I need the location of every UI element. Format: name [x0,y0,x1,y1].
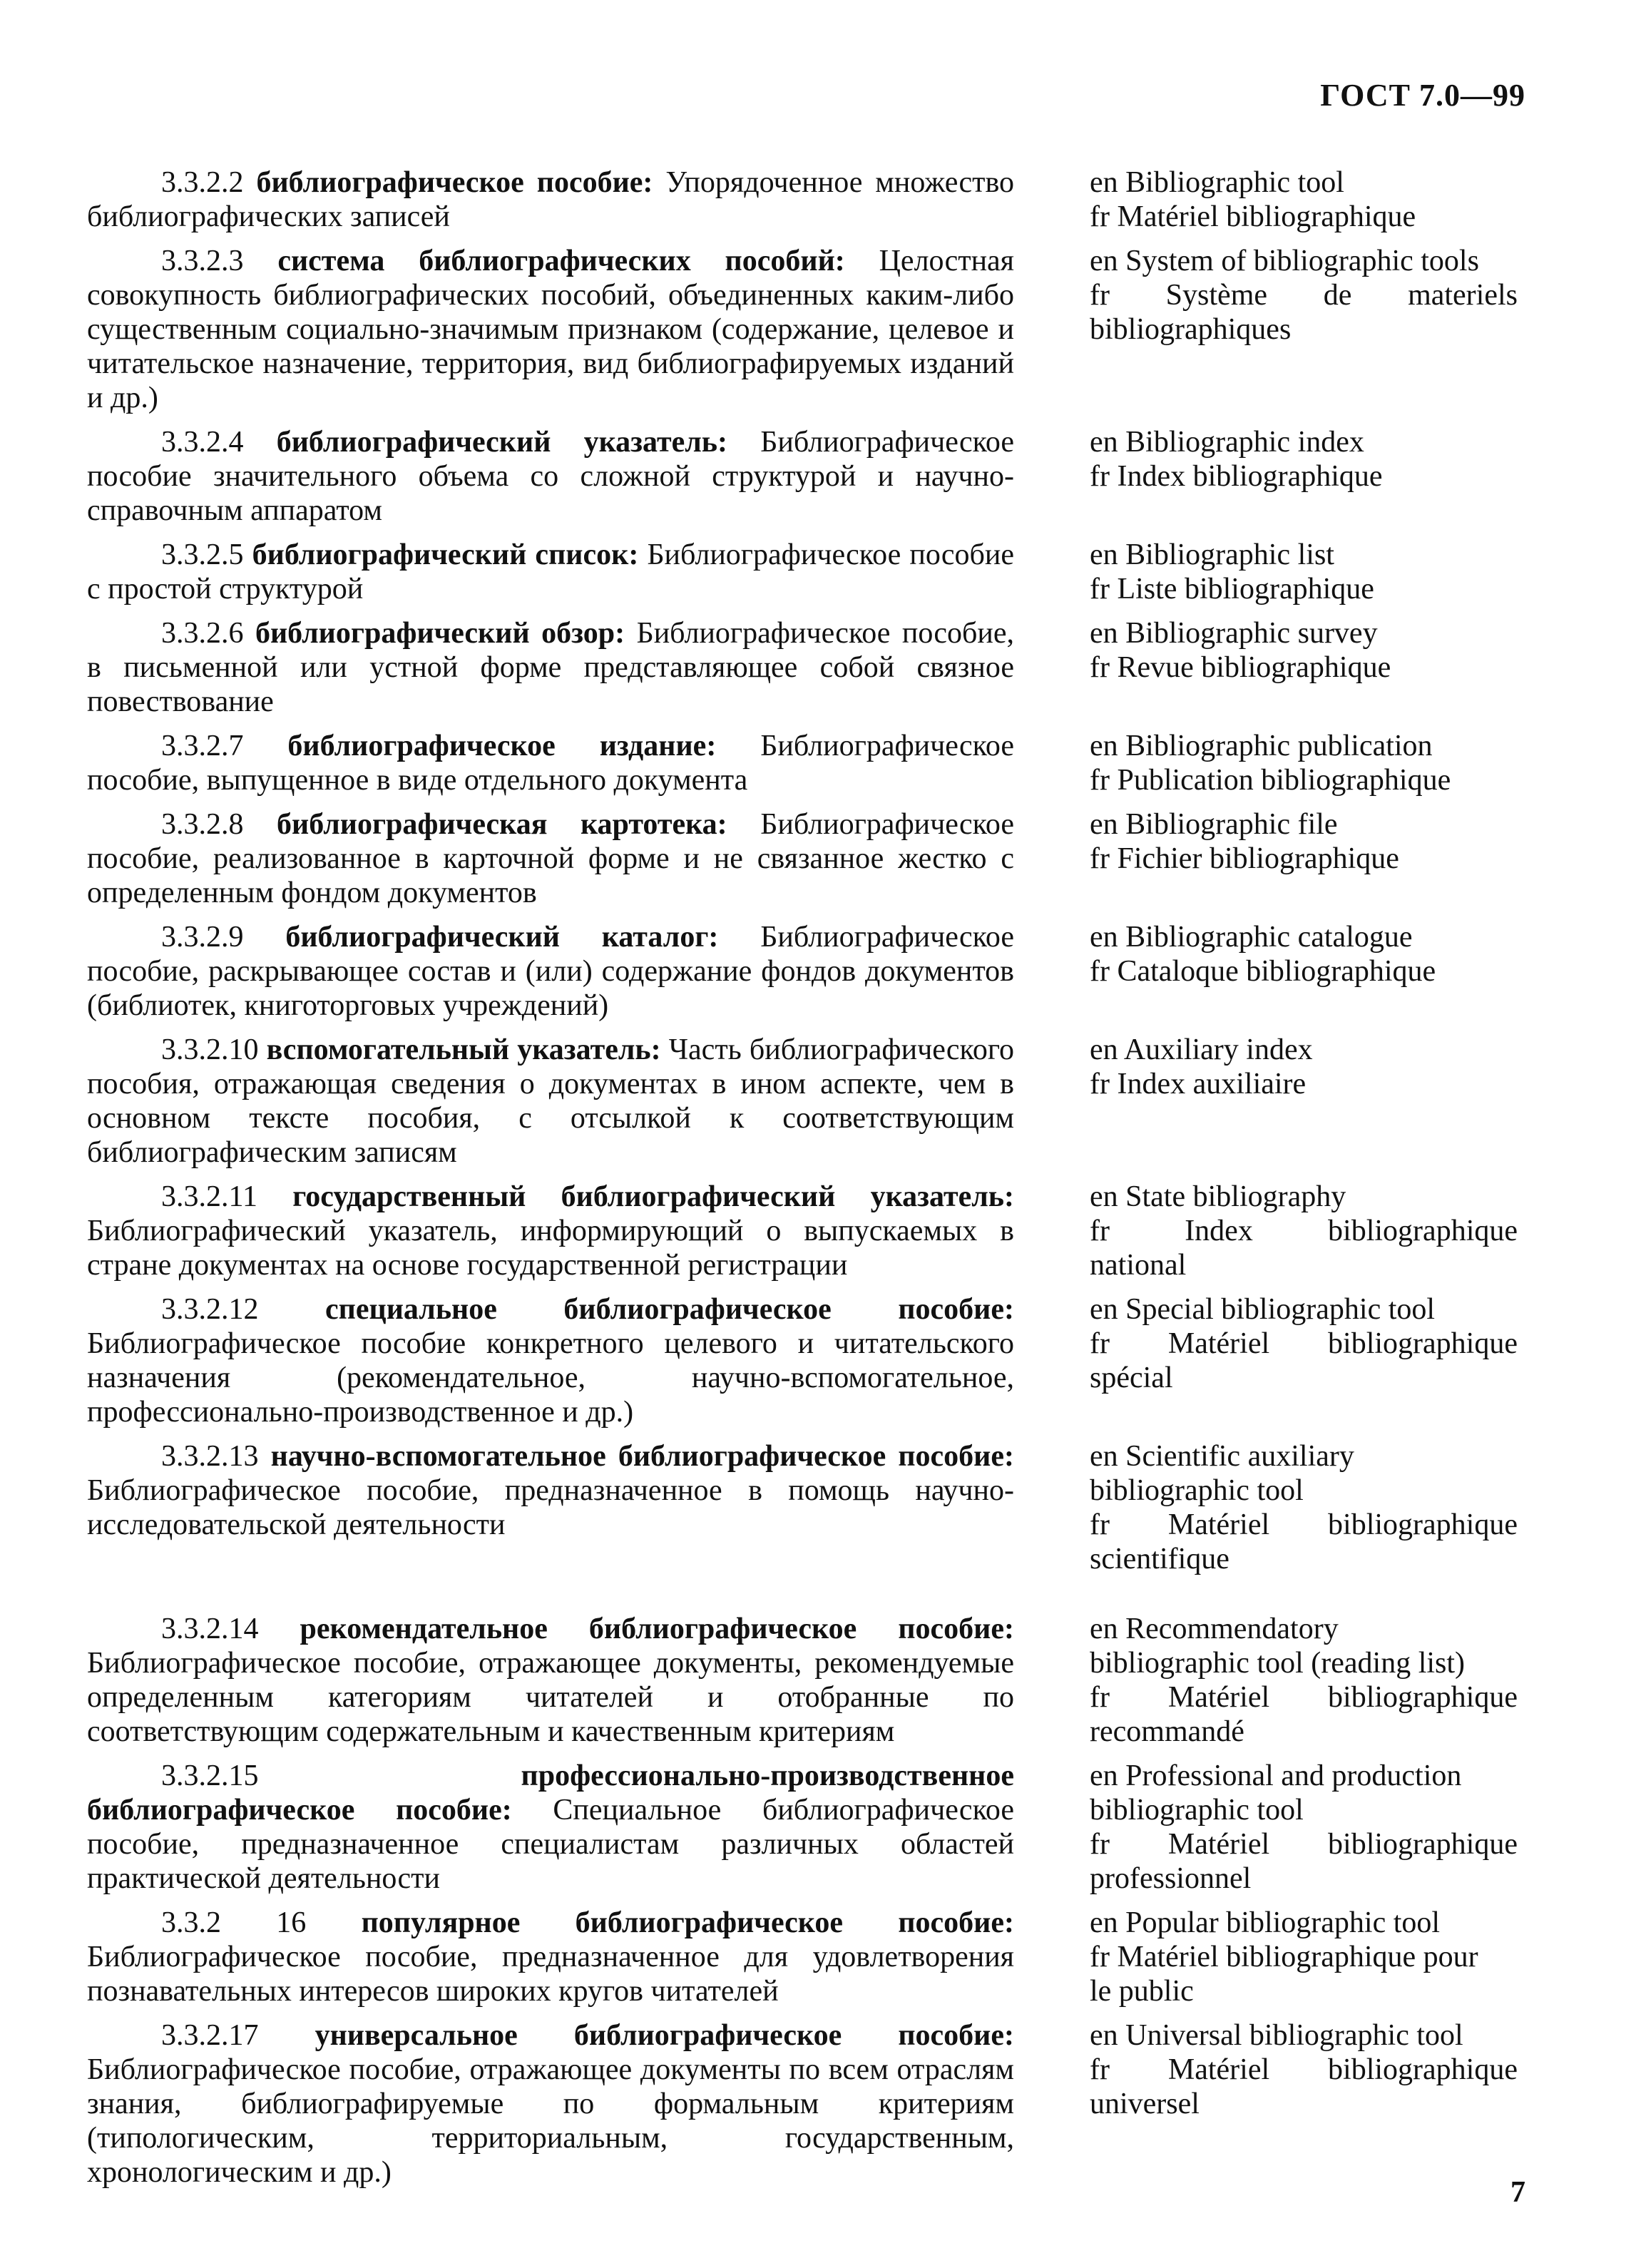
term-entry [0,165,1631,234]
english-equivalent: bibliographic tool (reading list) [1090,1647,1466,1680]
term-name: система библиографических пособий: [277,245,845,277]
term-name: библиографический обзор: [255,617,625,650]
term-number: 3.3.2.5 [161,538,244,571]
foreign-equivalents [1090,2018,1518,2121]
english-equivalent: en Bibliographic publication [1090,730,1433,762]
foreign-equivalents [1090,807,1518,876]
term-entry [0,920,1631,1023]
term-number: 3.3.2.8 [161,808,244,841]
term-text: Библиографический указатель, информирующий о выпускаемых в стране документах на основе государственной регистрации [87,1215,1014,1282]
foreign-equivalents [1090,1759,1518,1896]
french-equivalent: fr Matériel bibliographique [1090,1327,1518,1360]
term-name: библиографическое пособие: [256,166,653,199]
french-equivalent: fr Index bibliographique [1090,460,1383,493]
term-number: 3.3.2.10 [161,1033,259,1066]
term-definition [87,1759,1014,1896]
term-entry [0,2018,1631,2190]
term-name: научно-вспомогательное библиографическое пособие: [270,1440,1014,1473]
term-text: Упорядоченное множество библиографических записей [87,166,1014,233]
foreign-equivalents [1090,538,1518,606]
term-number: 3.3.2.15 [161,1759,259,1792]
french-equivalent: national [1090,1249,1187,1282]
english-equivalent: en System of bibliographic tools [1090,245,1479,277]
french-equivalent: recommandé [1090,1715,1244,1748]
term-text: Библиографическое пособие конкретного целевого и читательского назначения (рекомендательное, научно-вспомогательное, профессионально-производственное и др.) [87,1327,1014,1429]
foreign-equivalents [1090,425,1518,494]
english-equivalent: en State bibliography [1090,1180,1346,1213]
term-definition [87,2018,1014,2190]
french-equivalent: fr Matériel bibliographique [1090,1828,1518,1861]
page-number: 7 [1510,2176,1525,2209]
term-text: Библиографическое пособие значительного объема со сложной структурой и научно-справочным аппаратом [87,426,1015,527]
french-equivalent: le public [1090,1975,1194,2008]
english-equivalent: en Special bibliographic tool [1090,1293,1436,1326]
term-list [0,165,1631,2200]
term-name: государственный библиографический указатель: [292,1180,1015,1213]
term-entry [0,807,1631,910]
term-text: Библиографическое пособие, предназначенное в помощь научно-исследовательской деятельности [87,1474,1014,1541]
term-entry [0,425,1631,528]
term-text: Библиографическое пособие, реализованное в карточной форме и не связанное жестко с определенным фондом документов [87,808,1015,909]
term-number: 3.3.2.17 [161,2019,259,2052]
french-equivalent: fr Matériel bibliographique pour [1090,1941,1478,1973]
term-definition [87,1906,1014,2008]
term-entry [0,1612,1631,1749]
french-equivalent: professionnel [1090,1862,1252,1895]
term-definition [87,616,1014,719]
english-equivalent: en Recommendatory [1090,1613,1339,1645]
term-text: Библиографическое пособие, в письменной или устной форме представляющее собой связное повествование [87,617,1014,718]
french-equivalent: fr Matériel bibliographique [1090,200,1416,233]
term-name: рекомендательное библиографическое пособие: [300,1613,1015,1645]
term-name: профессионально-производственное библиографическое пособие: [87,1759,1014,1827]
french-equivalent: fr Index bibliographique [1090,1215,1518,1247]
term-name: библиографическое издание: [287,730,717,762]
term-name: библиографический указатель: [276,426,727,459]
english-equivalent: bibliographic tool [1090,1474,1304,1507]
term-definition [87,1180,1014,1282]
term-entry [0,538,1631,606]
french-equivalent: fr Fichier bibliographique [1090,842,1399,875]
term-entry [0,1292,1631,1429]
term-text: Специальное библиографическое пособие, предназначенное специалистам различных областей практической деятельности [87,1794,1014,1895]
term-entry [0,1439,1631,1576]
term-name: библиографический список: [252,538,639,571]
english-equivalent: bibliographic tool [1090,1794,1304,1827]
term-definition [87,807,1014,910]
term-entry [0,1180,1631,1282]
term-text: Библиографическое пособие, выпущенное в виде отдельного документа [87,730,1015,797]
french-equivalent: bibliographiques [1090,313,1292,346]
foreign-equivalents [1090,1439,1518,1576]
term-number: 3.3.2.7 [161,730,244,762]
term-name: вспомогательный указатель: [266,1033,661,1066]
english-equivalent: en Auxiliary index [1090,1033,1313,1066]
term-text: Библиографическое пособие, раскрывающее состав и (или) содержание фондов документов (библиотек, книготорговых учреждений) [87,921,1015,1022]
term-definition [87,1292,1014,1429]
english-equivalent: en Bibliographic file [1090,808,1338,841]
term-name: универсальное библиографическое пособие: [315,2019,1014,2052]
term-text: Библиографическое пособие, предназначенное для удовлетворения познавательных интересов широких кругов читателей [87,1941,1014,2008]
term-text: Часть библиографического пособия, отражающая сведения о документах в ином аспекте, чем в основном тексте пособия, с отсылкой к соответствующим библиографическим записям [87,1033,1014,1169]
document-code: ГОСТ 7.0—99 [1320,78,1525,113]
french-equivalent: fr Matériel bibliographique [1090,1681,1518,1714]
term-definition [87,244,1014,415]
term-text: Библиографическое пособие, отражающее документы по всем отраслям знания, библиографируемые по формальным критериям (типологическим, территориальным, государственным, хронологическим и др.) [87,2053,1014,2189]
foreign-equivalents [1090,920,1518,989]
term-text: Библиографическое пособие, отражающее документы, рекомендуемые определенным категориям читателей и отобранные по соответствующим содержательным и качественным критериям [87,1647,1014,1748]
term-name: библиографический каталог: [285,921,719,954]
term-definition [87,729,1014,797]
term-number: 3.3.2.9 [161,921,244,954]
term-number: 3.3.2.13 [161,1440,259,1473]
term-entry [0,1906,1631,2008]
foreign-equivalents [1090,729,1518,797]
english-equivalent: en Popular bibliographic tool [1090,1906,1441,1939]
french-equivalent: fr Index auxiliaire [1090,1068,1307,1100]
english-equivalent: en Universal bibliographic tool [1090,2019,1463,2052]
term-text: Библиографическое пособие с простой структурой [87,538,1014,606]
term-definition [87,538,1014,606]
foreign-equivalents [1090,165,1518,234]
french-equivalent: universel [1090,2088,1200,2120]
french-equivalent: fr Cataloque bibliographique [1090,955,1436,988]
french-equivalent: scientifique [1090,1543,1229,1575]
term-entry [0,1033,1631,1170]
english-equivalent: en Bibliographic list [1090,538,1334,571]
french-equivalent: fr Matériel bibliographique [1090,1508,1518,1541]
term-definition [87,1439,1014,1542]
term-number: 3.3.2.12 [161,1293,259,1326]
english-equivalent: en Professional and production [1090,1759,1462,1792]
english-equivalent: en Scientific auxiliary [1090,1440,1354,1473]
term-number: 3.3.2.2 [161,166,244,199]
french-equivalent: fr Matériel bibliographique [1090,2053,1518,2086]
term-text: Целостная совокупность библиографических пособий, объединенных каким-либо существенным социально-значимым признаком (содержание, целевое и читательское назначение, территория, вид библиографируемых изданий и др.) [87,245,1015,414]
term-entry [0,244,1631,415]
french-equivalent: fr Liste bibliographique [1090,573,1374,606]
english-equivalent: en Bibliographic survey [1090,617,1378,650]
term-definition [87,1033,1014,1170]
foreign-equivalents [1090,1033,1518,1101]
term-name: специальное библиографическое пособие: [325,1293,1014,1326]
term-entry [0,1759,1631,1896]
term-definition [87,1612,1014,1749]
foreign-equivalents [1090,244,1518,347]
term-definition [87,165,1014,234]
foreign-equivalents [1090,1906,1518,2008]
english-equivalent: en Bibliographic tool [1090,166,1344,199]
term-name: популярное библиографическое пособие: [361,1906,1014,1939]
term-definition [87,425,1014,528]
foreign-equivalents [1090,1612,1518,1749]
foreign-equivalents [1090,616,1518,685]
foreign-equivalents [1090,1180,1518,1282]
term-name: библиографическая картотека: [277,808,727,841]
french-equivalent: spécial [1090,1362,1173,1394]
term-definition [87,920,1014,1023]
french-equivalent: fr Revue bibliographique [1090,651,1391,684]
french-equivalent: fr Publication bibliographique [1090,764,1451,797]
french-equivalent: fr Système de materiels [1090,279,1518,312]
english-equivalent: en Bibliographic catalogue [1090,921,1413,954]
term-number: 3.3.2.11 [161,1180,257,1213]
term-number: 3.3.2 16 [161,1906,307,1939]
foreign-equivalents [1090,1292,1518,1395]
term-entry [0,616,1631,719]
term-number: 3.3.2.14 [161,1613,259,1645]
term-number: 3.3.2.3 [161,245,244,277]
english-equivalent: en Bibliographic index [1090,426,1364,459]
term-number: 3.3.2.6 [161,617,244,650]
term-entry [0,729,1631,797]
term-number: 3.3.2.4 [161,426,244,459]
